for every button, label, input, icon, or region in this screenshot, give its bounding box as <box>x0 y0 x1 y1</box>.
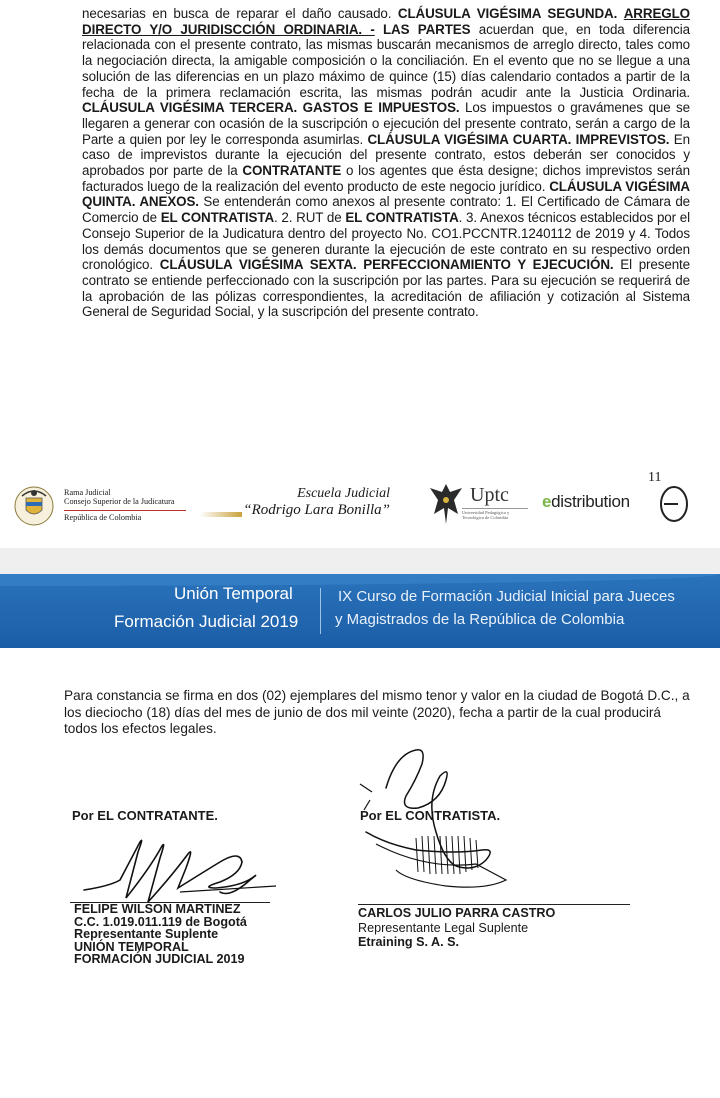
header-banner <box>0 574 720 648</box>
closing-paragraph: Para constancia se firma en dos (02) ejemplares del mismo tenor y valor en la ciudad de Bogotá D.C., a los dieciocho (18) días del mes de junio de dos mil veinte (2020), fecha a partir de la cual producirá todos los efectos legales. <box>64 688 690 736</box>
edistribution-logo <box>540 484 690 524</box>
clause-25-text-2: . 2. RUT de <box>274 210 346 226</box>
clause-25-text-1: Se entenderán como anexos al presente contrato: 1. El Certificado de Cámara de Comercio de <box>82 194 691 226</box>
contratista-label: Por EL CONTRATISTA. <box>360 808 501 823</box>
contratante-details <box>74 903 247 966</box>
clause-22-text: acuerdan que, en toda diferencia relacionada con el presente contrato, las mismas buscarán mecanismos de arreglo directo, tales como la negociación directa, la amigable composición o la conciliación. En el evento que no se llegue a una solución de las diferencias en un plazo máximo de quince (15) días calendario contados a partir de la fecha de la primera reclamación escrita, las mismas podrán acudir ante la Justicia Ordinaria. <box>82 21 690 100</box>
uptc-wordmark: Uptc <box>470 484 509 506</box>
eagle-emblem-icon <box>428 480 464 528</box>
clause-24-text-2: o los agentes que ésta designe; dichos imprevistos serán facturados luego de la realización del evento producto de este negocio jurídico. <box>82 163 690 194</box>
contratante-name: FELIPE WILSON MARTINEZ <box>74 902 241 916</box>
banner-right-line-2: y Magistrados de la República de Colombia <box>335 611 625 628</box>
contract-body-text <box>82 6 690 320</box>
contratista-org: Etraining S. A. S. <box>358 935 459 949</box>
clause-24-title: CLÁUSULA VIGÉSIMA CUARTA. IMPREVISTOS. <box>367 131 670 147</box>
rama-line-2: Consejo Superior de la Judicatura <box>64 497 175 506</box>
rama-line-3: República de Colombia <box>64 513 142 522</box>
clause-22-subtitle: ARREGLO DIRECTO Y/O JURIDISCCIÓN ORDINARIA. - <box>82 6 690 37</box>
contract-text-span: necesarias en busca de reparar el daño causado. <box>82 6 398 21</box>
contratista-name: CARLOS JULIO PARRA CASTRO <box>358 906 556 920</box>
clause-24-text-1: En caso de imprevistos durante la ejecución del presente contrato, estos deberán ser conocidos y aprobados por parte de la <box>82 131 690 179</box>
rama-line-1: Rama Judicial <box>64 488 111 497</box>
escuela-judicial-logo <box>200 486 400 526</box>
clause-25-contratista-2: EL CONTRATISTA <box>345 210 459 226</box>
contratista-signature-line <box>358 904 630 905</box>
rama-divider <box>64 510 186 511</box>
contratante-id: C.C. 1.019.011.119 de Bogotá <box>74 914 247 929</box>
contratante-role: Representante Suplente <box>74 927 219 942</box>
escuela-line-2: “Rodrigo Lara Bonilla” <box>243 502 390 518</box>
edistribution-ring-icon <box>658 484 690 524</box>
banner-left-line-1: Unión Temporal <box>174 584 293 603</box>
clause-25-title: CLÁUSULA VIGÉSIMA QUINTA. ANEXOS. <box>82 178 690 210</box>
banner-divider <box>320 588 321 634</box>
contratante-label: Por EL CONTRATANTE. <box>72 808 218 823</box>
clause-24-contratante: CONTRATANTE <box>242 163 342 179</box>
uptc-subtitle: Universidad Pedagógica y Tecnológica de Colombia <box>462 508 528 520</box>
banner-left-line-2: Formación Judicial 2019 <box>114 612 299 631</box>
clause-26-text: El presente contrato se entiende perfeccionado con la suscripción por las partes. Para su ejecución se requerirá de la aprobación de las pólizas correspondientes, la acreditación de afiliación y cotización al Sistema General de Seguridad Social, y la suscripción del presente contrato. <box>82 257 691 320</box>
document-page-top <box>0 0 720 548</box>
colombia-coat-of-arms-icon <box>12 484 56 528</box>
contratante-org-1: UNIÓN TEMPORAL <box>74 939 189 954</box>
edistribution-e: e <box>542 492 552 511</box>
clause-23-text: Los impuestos o gravámenes que se llegaren a generar con ocasión de la suscripción o ejecución del presente contrato, serán a cargo de la Parte a quien por ley le corresponda asumirlas. <box>82 100 690 147</box>
clause-23-title: CLÁUSULA VIGÉSIMA TERCERA. GASTOS E IMPUESTOS. <box>82 100 460 116</box>
banner-right-line-1: IX Curso de Formación Judicial Inicial para Jueces <box>338 588 675 605</box>
contratista-details <box>358 906 555 950</box>
edistribution-rest: distribution <box>551 492 630 511</box>
edistribution-wordmark <box>542 492 630 512</box>
escuela-accent-bar <box>200 512 242 517</box>
escuela-line-1: Escuela Judicial <box>297 486 390 501</box>
contratante-org-2: FORMACIÓN JUDICIAL 2019 <box>74 952 245 967</box>
rama-judicial-text <box>64 488 175 506</box>
clause-25-contratista-1: EL CONTRATISTA <box>160 210 275 226</box>
clause-22-title: CLÁUSULA VIGÉSIMA SEGUNDA. <box>397 6 618 21</box>
clause-26-title: CLÁUSULA VIGÉSIMA SEXTA. PERFECCIONAMIENTO Y EJECUCIÓN. <box>159 257 614 273</box>
clause-25-text-3: . 3. Anexos técnicos establecidos por el Consejo Superior de la Judicatura dentro del proyecto No. CO1.PCCNTR.1240112 de 2019 y 4. Todos los demás documentos que se generen durante la ejecución de este contrato en su respectivo orden cronológico. <box>82 210 690 273</box>
uptc-logo <box>428 480 528 528</box>
page-number: 11 <box>648 470 662 485</box>
rama-judicial-logo <box>12 484 182 528</box>
clause-22-parties: LAS PARTES <box>374 21 471 37</box>
banner-swoosh <box>0 574 720 586</box>
page-separator <box>0 548 720 574</box>
contratista-role: Representante Legal Suplente <box>358 920 529 935</box>
